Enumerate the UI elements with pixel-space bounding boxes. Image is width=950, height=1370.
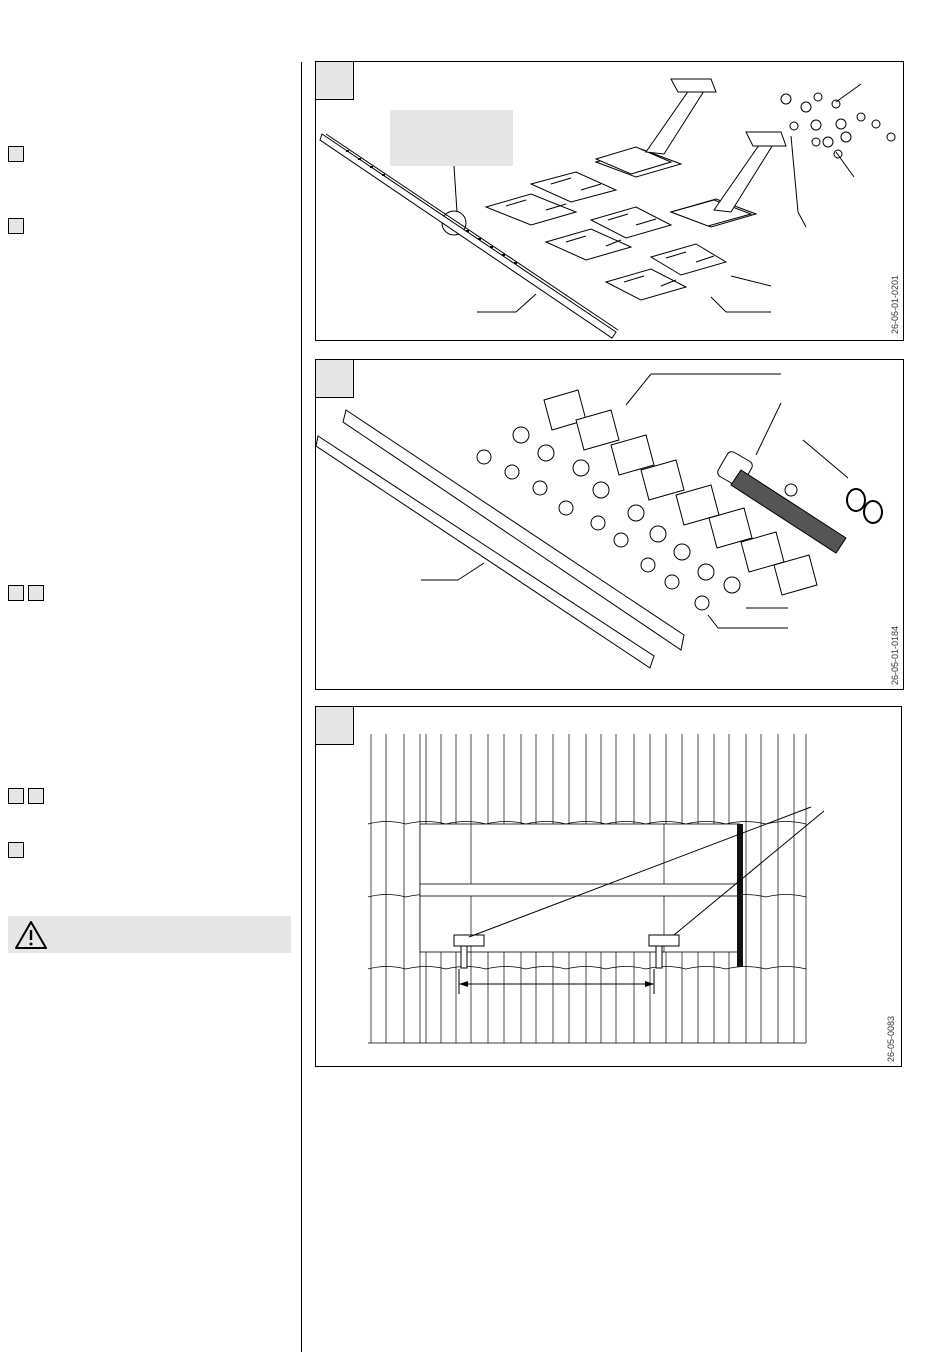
- step-marker: [8, 585, 24, 601]
- warning-box: [8, 916, 291, 953]
- figure-code: 26-05-0083: [886, 1015, 896, 1062]
- figure-2-drawing: [316, 360, 905, 691]
- step-marker: [28, 788, 44, 804]
- figure-3: [315, 706, 902, 1067]
- figure-code: 26-05-01-0201: [890, 274, 900, 334]
- figure-code: 26-05-01-0184: [890, 625, 900, 685]
- warning-triangle-icon: [13, 919, 49, 951]
- figure-2: [315, 359, 904, 690]
- step-marker: [8, 842, 24, 858]
- figure-1: [315, 61, 904, 341]
- step-marker: [8, 788, 24, 804]
- column-divider: [301, 62, 302, 1352]
- figure-1-drawing: [316, 62, 905, 342]
- figure-3-drawing: [316, 707, 903, 1068]
- step-marker: [8, 218, 24, 234]
- step-marker: [8, 146, 24, 162]
- step-marker: [28, 585, 44, 601]
